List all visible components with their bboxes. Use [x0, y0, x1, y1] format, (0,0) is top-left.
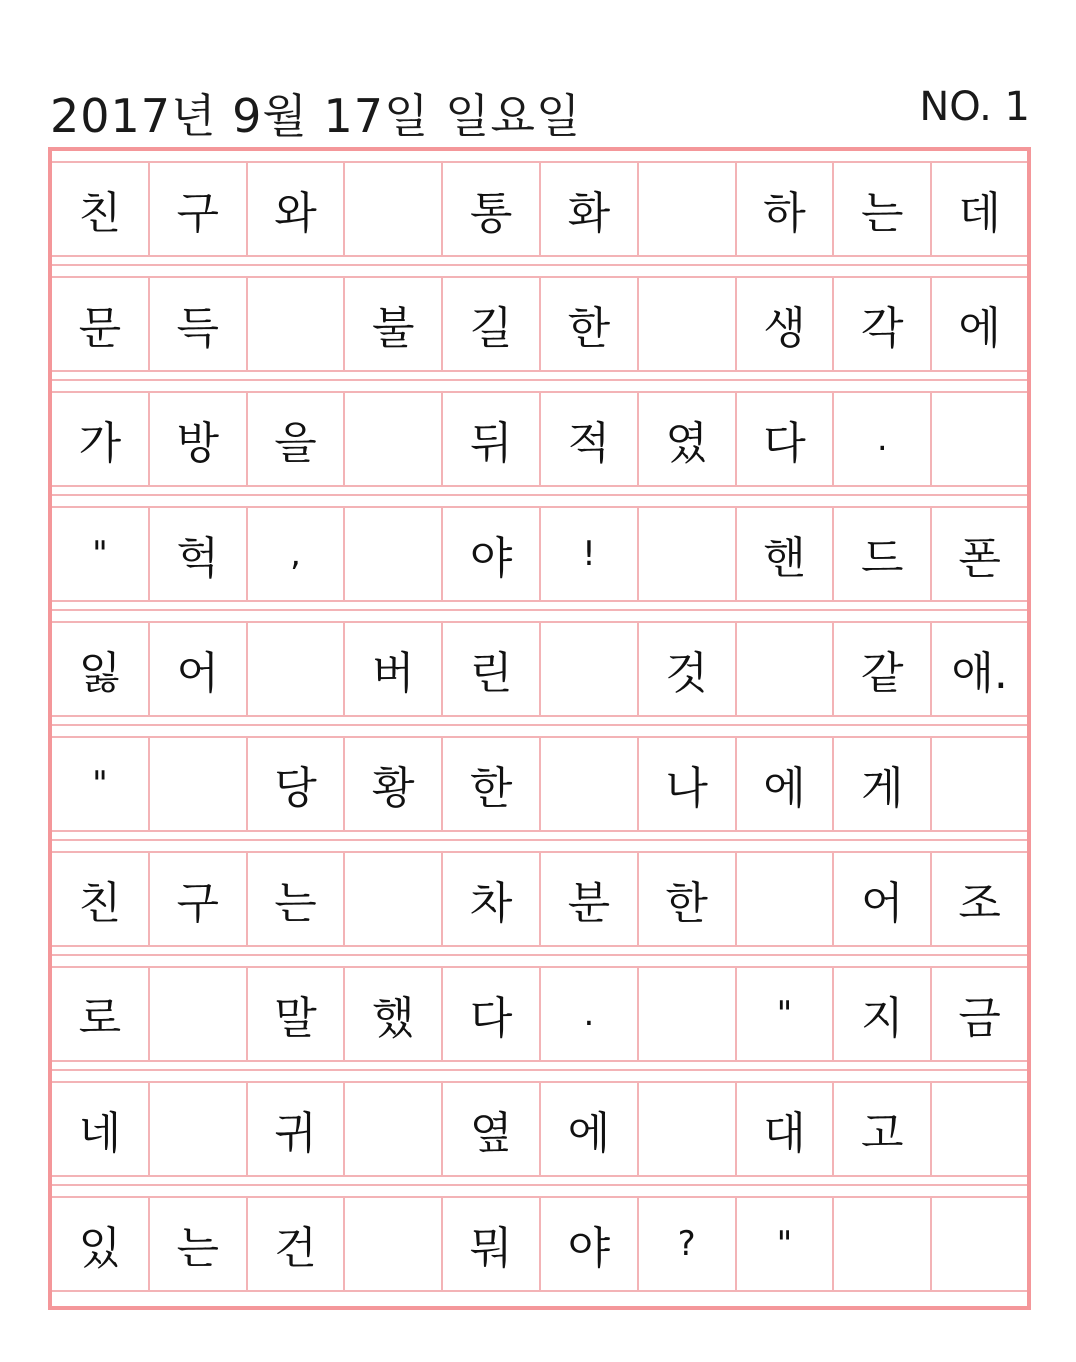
grid-cell	[345, 853, 443, 945]
grid-cell: 친	[52, 853, 150, 945]
grid-cell: 와	[248, 163, 346, 255]
grid-cell: 는	[150, 1198, 248, 1290]
grid-cell: 방	[150, 393, 248, 485]
grid-cell: 하	[737, 163, 835, 255]
grid-cell: 길	[443, 278, 541, 370]
grid-cell: 통	[443, 163, 541, 255]
grid-cell	[150, 738, 248, 830]
grid-cell: "	[52, 508, 150, 600]
grid-cell: 에	[737, 738, 835, 830]
grid-cell: 버	[345, 623, 443, 715]
grid-cell: .	[834, 393, 932, 485]
grid-cell: 드	[834, 508, 932, 600]
grid-cell: 로	[52, 968, 150, 1060]
grid-cell: 네	[52, 1083, 150, 1175]
grid-cell	[639, 1083, 737, 1175]
grid-cell: 폰	[958, 533, 1001, 584]
grid-cell: 뭐	[443, 1198, 541, 1290]
grid-cell: 차	[443, 853, 541, 945]
grid-cell: 는	[834, 163, 932, 255]
grid-cell: ,	[248, 508, 346, 600]
grid-row	[52, 161, 1027, 257]
page-number: NO. 1	[919, 84, 1030, 130]
grid-cell: 뒤	[443, 393, 541, 485]
grid-cell: 한	[541, 278, 639, 370]
grid-cell	[541, 738, 639, 830]
grid-cell: 린	[443, 623, 541, 715]
grid-cell: 게	[834, 738, 932, 830]
grid-cell	[639, 508, 737, 600]
grid-cell: 화	[541, 163, 639, 255]
grid-cell	[737, 623, 835, 715]
grid-cell: 가	[52, 393, 150, 485]
grid-cell: 구	[150, 163, 248, 255]
grid-row	[52, 276, 1027, 372]
grid-cell: .	[541, 968, 639, 1060]
grid-cell: 핸	[737, 508, 835, 600]
grid-cell	[345, 1083, 443, 1175]
grid-row	[52, 736, 1027, 832]
grid-cell: "	[52, 738, 150, 830]
grid-cell	[834, 1198, 932, 1290]
grid-cell: 득	[150, 278, 248, 370]
grid-row	[52, 621, 1027, 717]
grid-cell: 친	[52, 163, 150, 255]
grid-cell: 한	[443, 738, 541, 830]
grid-row	[52, 391, 1027, 487]
grid-cell: ?	[639, 1198, 737, 1290]
grid-cell	[541, 623, 639, 715]
grid-cell: 데	[958, 188, 1001, 239]
grid-cell: 옆	[443, 1083, 541, 1175]
grid-cell	[639, 163, 737, 255]
grid-row	[52, 1081, 1027, 1177]
grid-cell: 각	[834, 278, 932, 370]
grid-cell	[639, 278, 737, 370]
grid-cell	[150, 1083, 248, 1175]
grid-cell: 야	[443, 508, 541, 600]
grid-cell: 어	[834, 853, 932, 945]
grid-cell: 있	[52, 1198, 150, 1290]
grid-row	[52, 506, 1027, 602]
grid-cell: 지	[834, 968, 932, 1060]
grid-cell	[932, 393, 1027, 485]
grid-cell: 어	[150, 623, 248, 715]
grid-cell	[150, 968, 248, 1060]
grid-cell: 문	[52, 278, 150, 370]
grid-cell: 금	[958, 993, 1001, 1044]
grid-cell: 고	[834, 1083, 932, 1175]
grid-cell: 잃	[52, 623, 150, 715]
grid-cell: 헉	[150, 508, 248, 600]
grid-cell: 다	[443, 968, 541, 1060]
grid-cell: 건	[248, 1198, 346, 1290]
grid-cell	[932, 1198, 1027, 1290]
grid-cell: 귀	[248, 1083, 346, 1175]
grid-cell: "	[737, 1198, 835, 1290]
grid-cell: 한	[639, 853, 737, 945]
grid-cell	[345, 508, 443, 600]
grid-cell: 나	[639, 738, 737, 830]
diary-date: 2017년 9월 17일 일요일	[50, 89, 582, 143]
grid-row	[52, 851, 1027, 947]
grid-cell: 조	[958, 878, 1001, 929]
grid-cell: 다	[737, 393, 835, 485]
grid-cell	[345, 163, 443, 255]
grid-cell: 생	[737, 278, 835, 370]
grid-cell: 말	[248, 968, 346, 1060]
grid-cell: "	[737, 968, 835, 1060]
grid-cell	[932, 1083, 1027, 1175]
grid-cell: 대	[737, 1083, 835, 1175]
grid-cell: 분	[541, 853, 639, 945]
grid-cell	[248, 278, 346, 370]
grid-cell: 했	[345, 968, 443, 1060]
grid-cell	[737, 853, 835, 945]
grid-cell: 것	[639, 623, 737, 715]
grid-cell: 에	[958, 303, 1001, 354]
grid-cell	[248, 623, 346, 715]
grid-cell: 였	[639, 393, 737, 485]
grid-cell: 구	[150, 853, 248, 945]
grid-cell: 적	[541, 393, 639, 485]
grid-cell: 을	[248, 393, 346, 485]
grid-cell: 황	[345, 738, 443, 830]
grid-cell: 는	[248, 853, 346, 945]
manuscript-grid	[52, 161, 1027, 1311]
grid-cell: 같	[834, 623, 932, 715]
grid-cell: 당	[248, 738, 346, 830]
manuscript-sheet	[48, 147, 1031, 1310]
grid-cell: 불	[345, 278, 443, 370]
grid-cell: 야	[541, 1198, 639, 1290]
grid-cell: 에	[541, 1083, 639, 1175]
grid-row	[52, 966, 1027, 1062]
grid-cell	[932, 738, 1027, 830]
grid-cell	[345, 1198, 443, 1290]
grid-row	[52, 1196, 1027, 1292]
grid-cell	[345, 393, 443, 485]
grid-cell	[639, 968, 737, 1060]
grid-cell: 애.	[951, 648, 1008, 699]
grid-cell: !	[541, 508, 639, 600]
